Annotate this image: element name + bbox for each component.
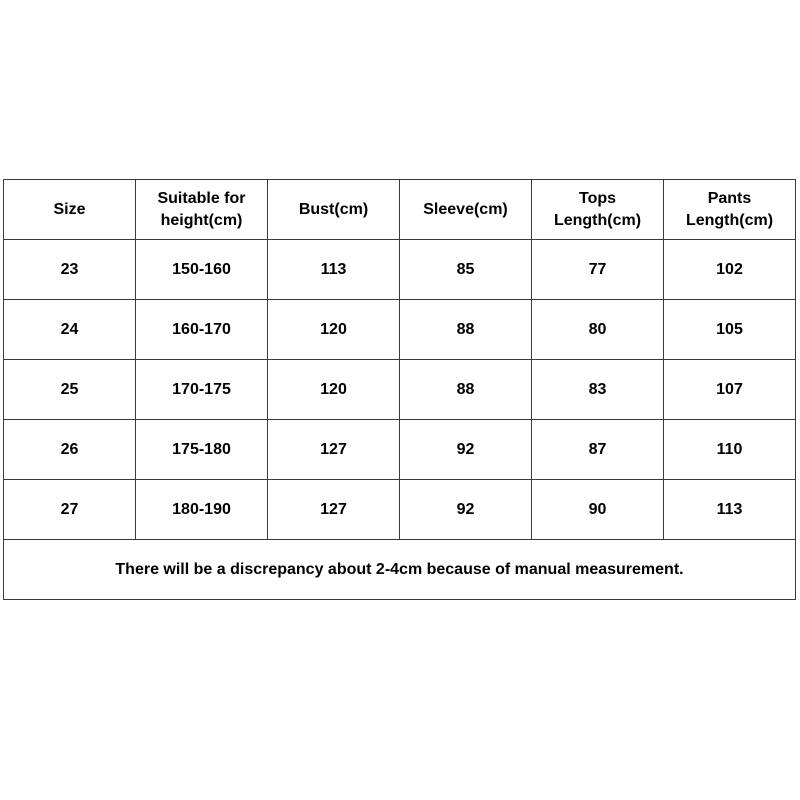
cell-height: 150-160 [136,240,268,300]
cell-tops-length: 77 [532,240,664,300]
cell-sleeve: 92 [400,480,532,540]
cell-height: 175-180 [136,420,268,480]
table-row [4,300,796,360]
cell-pants-length: 107 [664,360,796,420]
header-tops-length: Tops Length(cm) [532,180,664,240]
cell-pants-length: 105 [664,300,796,360]
table-header-row [4,180,796,240]
header-size: Size [4,180,136,240]
header-bust: Bust(cm) [268,180,400,240]
cell-bust: 120 [268,300,400,360]
cell-height: 180-190 [136,480,268,540]
cell-bust: 127 [268,420,400,480]
cell-pants-length: 102 [664,240,796,300]
table-row [4,480,796,540]
cell-size: 24 [4,300,136,360]
header-height: Suitable for height(cm) [136,180,268,240]
cell-height: 160-170 [136,300,268,360]
cell-sleeve: 88 [400,300,532,360]
cell-size: 26 [4,420,136,480]
cell-sleeve: 92 [400,420,532,480]
cell-tops-length: 90 [532,480,664,540]
cell-tops-length: 80 [532,300,664,360]
cell-bust: 127 [268,480,400,540]
header-pants-length: Pants Length(cm) [664,180,796,240]
cell-height: 170-175 [136,360,268,420]
table-row [4,420,796,480]
cell-tops-length: 83 [532,360,664,420]
cell-pants-length: 110 [664,420,796,480]
cell-size: 25 [4,360,136,420]
cell-size: 23 [4,240,136,300]
cell-sleeve: 88 [400,360,532,420]
note-row [4,540,796,600]
size-chart-table [3,179,796,600]
cell-bust: 113 [268,240,400,300]
cell-sleeve: 85 [400,240,532,300]
header-sleeve: Sleeve(cm) [400,180,532,240]
table-row [4,360,796,420]
table-row [4,240,796,300]
cell-size: 27 [4,480,136,540]
cell-bust: 120 [268,360,400,420]
cell-pants-length: 113 [664,480,796,540]
measurement-note: There will be a discrepancy about 2-4cm because of manual measurement. [4,540,796,600]
cell-tops-length: 87 [532,420,664,480]
